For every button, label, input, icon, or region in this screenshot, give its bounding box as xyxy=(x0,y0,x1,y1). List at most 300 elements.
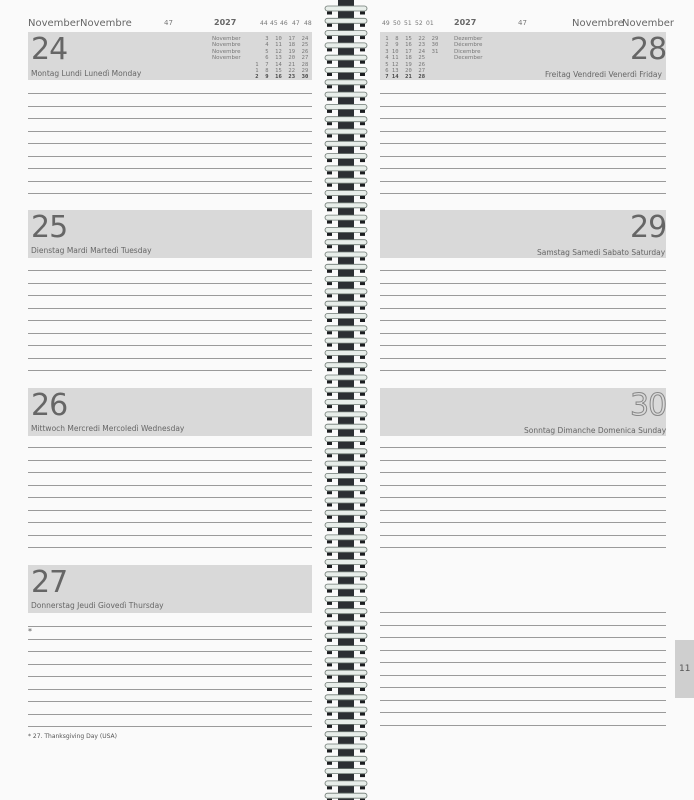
punch-hole xyxy=(327,319,332,322)
punch-hole xyxy=(327,221,332,224)
punch-hole xyxy=(360,737,365,740)
punch-hole xyxy=(327,171,332,174)
punch-hole xyxy=(360,491,365,494)
week-number: 48 xyxy=(304,20,312,27)
spiral-coil xyxy=(325,510,367,515)
writing-line xyxy=(380,333,666,334)
punch-hole xyxy=(360,368,365,371)
punch-hole xyxy=(327,98,332,101)
holiday-marker: * xyxy=(28,627,32,636)
day-number: 25 xyxy=(31,210,68,245)
spiral-coil xyxy=(325,424,367,429)
writing-line xyxy=(380,295,666,296)
spiral-coil xyxy=(325,92,367,97)
punch-hole xyxy=(360,725,365,728)
mini-calendar-labels xyxy=(212,36,241,62)
day-number: 30 xyxy=(630,388,667,423)
punch-hole xyxy=(327,208,332,211)
punch-hole xyxy=(360,393,365,396)
day-number: 28 xyxy=(630,32,667,67)
mini-calendar-rows: 3 10 17 24 4 11 18 25 5 12 19 26 6 13 20 27 1 7 14 21 28 1 8 15 22 29 xyxy=(255,36,309,75)
writing-line xyxy=(28,535,312,536)
spiral-coil xyxy=(325,363,367,368)
writing-line xyxy=(380,472,666,473)
punch-hole xyxy=(327,737,332,740)
writing-line xyxy=(380,156,666,157)
punch-hole xyxy=(360,786,365,789)
punch-hole xyxy=(327,553,332,556)
mini-month-label: Novembre xyxy=(212,42,241,49)
header-month-fr: Novembre xyxy=(572,18,624,29)
spiral-coil xyxy=(325,227,367,232)
spiral-coil xyxy=(325,621,367,626)
header-week-number: 47 xyxy=(518,19,527,27)
spiral-coil xyxy=(325,264,367,269)
writing-line xyxy=(28,676,312,677)
month-index-tab[interactable] xyxy=(675,640,694,698)
punch-hole xyxy=(360,61,365,64)
writing-line xyxy=(380,675,666,676)
punch-hole xyxy=(327,405,332,408)
punch-hole xyxy=(360,700,365,703)
punch-hole xyxy=(360,651,365,654)
writing-line xyxy=(28,118,312,119)
writing-line xyxy=(380,370,666,371)
spiral-coil xyxy=(325,609,367,614)
spiral-coil xyxy=(325,191,367,196)
mini-month-label: November xyxy=(212,36,241,42)
writing-line xyxy=(28,497,312,498)
week-number: 47 xyxy=(292,20,300,27)
punch-hole xyxy=(360,442,365,445)
spiral-coil xyxy=(325,658,367,663)
punch-hole xyxy=(327,602,332,605)
punch-hole xyxy=(360,331,365,334)
punch-hole xyxy=(360,110,365,113)
spiral-coil xyxy=(325,695,367,700)
spiral-coil xyxy=(325,277,367,282)
spiral-coil xyxy=(325,43,367,48)
day-names: Samstag Samedi Sabato Saturday xyxy=(537,248,666,257)
writing-line xyxy=(28,283,312,284)
writing-line xyxy=(28,689,312,690)
punch-hole xyxy=(327,590,332,593)
punch-hole xyxy=(327,135,332,138)
punch-hole xyxy=(360,688,365,691)
writing-line xyxy=(380,283,666,284)
spiral-coil xyxy=(325,18,367,23)
spiral-coil xyxy=(325,6,367,11)
punch-hole xyxy=(327,381,332,384)
writing-line xyxy=(28,522,312,523)
punch-hole xyxy=(327,368,332,371)
spiral-coil xyxy=(325,670,367,675)
punch-hole xyxy=(360,73,365,76)
punch-hole xyxy=(360,405,365,408)
spiral-coil xyxy=(325,31,367,36)
punch-hole xyxy=(360,577,365,580)
writing-line xyxy=(28,664,312,665)
punch-hole xyxy=(360,270,365,273)
writing-line xyxy=(380,460,666,461)
writing-line xyxy=(28,168,312,169)
punch-hole xyxy=(360,36,365,39)
writing-line xyxy=(380,308,666,309)
spiral-coil xyxy=(325,449,367,454)
punch-hole xyxy=(327,725,332,728)
punch-hole xyxy=(360,85,365,88)
week-number: 46 xyxy=(280,20,288,27)
week-number: 45 xyxy=(270,20,278,27)
writing-line xyxy=(380,712,666,713)
mini-calendar-current-row: 7 14 21 28 xyxy=(382,74,426,81)
punch-hole xyxy=(360,750,365,753)
punch-hole xyxy=(327,282,332,285)
punch-hole xyxy=(360,602,365,605)
punch-hole xyxy=(327,356,332,359)
writing-line xyxy=(380,358,666,359)
writing-line xyxy=(28,626,312,627)
spiral-coil xyxy=(325,719,367,724)
week-number: 01 xyxy=(426,20,434,27)
punch-hole xyxy=(360,762,365,765)
writing-line xyxy=(28,714,312,715)
mini-month-label: Dicembre xyxy=(454,48,481,55)
spiral-coil xyxy=(325,572,367,577)
week-number: 50 xyxy=(393,20,401,27)
day-names: Donnerstag Jeudi Giovedì Thursday xyxy=(31,601,164,610)
punch-hole xyxy=(327,639,332,642)
mini-month-label: Dezember xyxy=(454,36,483,42)
punch-hole xyxy=(360,245,365,248)
punch-hole xyxy=(360,590,365,593)
spiral-coil xyxy=(325,560,367,565)
spiral-coil xyxy=(325,732,367,737)
punch-hole xyxy=(360,147,365,150)
punch-hole xyxy=(327,12,332,15)
punch-hole xyxy=(360,454,365,457)
writing-line xyxy=(380,143,666,144)
month-index-tab-label: 11 xyxy=(679,664,691,674)
punch-hole xyxy=(360,221,365,224)
mini-month-label: Décembre xyxy=(454,42,483,49)
spiral-coil xyxy=(325,387,367,392)
writing-line xyxy=(28,547,312,548)
day-names: Sonntag Dimanche Domenica Sunday xyxy=(524,426,667,435)
punch-hole xyxy=(327,294,332,297)
writing-line xyxy=(28,726,312,727)
punch-hole xyxy=(360,282,365,285)
punch-hole xyxy=(360,344,365,347)
punch-hole xyxy=(327,750,332,753)
punch-hole xyxy=(327,61,332,64)
spiral-coil xyxy=(325,596,367,601)
punch-hole xyxy=(360,196,365,199)
header-year: 2027 xyxy=(454,18,477,27)
punch-hole xyxy=(327,713,332,716)
punch-hole xyxy=(360,48,365,51)
punch-hole xyxy=(360,258,365,261)
writing-line xyxy=(380,93,666,94)
left-page-header xyxy=(28,18,312,30)
writing-line xyxy=(28,181,312,182)
spiral-coil xyxy=(325,707,367,712)
writing-line xyxy=(380,700,666,701)
writing-line xyxy=(28,131,312,132)
punch-hole xyxy=(327,233,332,236)
punch-hole xyxy=(327,36,332,39)
punch-hole xyxy=(327,700,332,703)
punch-hole xyxy=(327,786,332,789)
writing-line xyxy=(380,687,666,688)
punch-hole xyxy=(360,319,365,322)
punch-hole xyxy=(327,147,332,150)
punch-hole xyxy=(327,614,332,617)
day-names: Dienstag Mardi Martedì Tuesday xyxy=(31,246,152,255)
punch-hole xyxy=(360,528,365,531)
mini-month-label: Novembre xyxy=(212,48,241,55)
punch-hole xyxy=(327,676,332,679)
spiral-coil xyxy=(325,793,367,798)
spiral-coil xyxy=(325,473,367,478)
punch-hole xyxy=(360,614,365,617)
spiral-coil xyxy=(325,314,367,319)
punch-hole xyxy=(360,184,365,187)
writing-line xyxy=(28,370,312,371)
footnote: * 27. Thanksgiving Day (USA) xyxy=(28,733,117,740)
writing-line xyxy=(28,320,312,321)
writing-line xyxy=(28,485,312,486)
spiral-coil xyxy=(325,203,367,208)
spiral-coil xyxy=(325,498,367,503)
spiral-coil xyxy=(325,744,367,749)
punch-hole xyxy=(360,639,365,642)
spiral-coil xyxy=(325,129,367,134)
writing-line xyxy=(380,320,666,321)
punch-hole xyxy=(360,135,365,138)
writing-line xyxy=(380,650,666,651)
spiral-coil xyxy=(325,104,367,109)
punch-hole xyxy=(360,663,365,666)
writing-line xyxy=(28,333,312,334)
spiral-coil xyxy=(325,437,367,442)
punch-hole xyxy=(327,307,332,310)
punch-hole xyxy=(360,553,365,556)
writing-line xyxy=(380,345,666,346)
punch-hole xyxy=(327,48,332,51)
punch-hole xyxy=(327,417,332,420)
day-number: 24 xyxy=(31,32,68,67)
punch-hole xyxy=(327,479,332,482)
writing-line xyxy=(28,270,312,271)
mini-calendar-labels xyxy=(454,36,483,62)
spiral-coil xyxy=(325,535,367,540)
writing-line xyxy=(380,535,666,536)
punch-hole xyxy=(360,774,365,777)
punch-hole xyxy=(327,467,332,470)
writing-line xyxy=(380,547,666,548)
punch-hole xyxy=(327,688,332,691)
punch-hole xyxy=(360,516,365,519)
punch-hole xyxy=(360,98,365,101)
punch-hole xyxy=(360,676,365,679)
punch-hole xyxy=(360,12,365,15)
writing-line xyxy=(380,637,666,638)
writing-line xyxy=(380,131,666,132)
mini-calendar-grid xyxy=(252,36,308,81)
punch-hole xyxy=(327,577,332,580)
spiral-coil xyxy=(325,154,367,159)
spiral-coil xyxy=(325,486,367,491)
spiral-coil xyxy=(325,683,367,688)
punch-hole xyxy=(327,540,332,543)
punch-hole xyxy=(327,454,332,457)
spiral-coil xyxy=(325,646,367,651)
punch-hole xyxy=(360,381,365,384)
spiral-coil xyxy=(325,350,367,355)
writing-line xyxy=(28,701,312,702)
writing-line xyxy=(380,612,666,613)
writing-line xyxy=(28,472,312,473)
mini-month-label: December xyxy=(454,55,483,62)
spiral-coil xyxy=(325,301,367,306)
week-number: 52 xyxy=(415,20,423,27)
writing-line xyxy=(380,447,666,448)
writing-line xyxy=(28,639,312,640)
mini-calendar-grid xyxy=(382,36,438,81)
writing-line xyxy=(380,497,666,498)
writing-line xyxy=(380,662,666,663)
punch-hole xyxy=(360,417,365,420)
punch-hole xyxy=(327,393,332,396)
mini-month-label: November xyxy=(212,55,241,62)
mini-calendar-current-row: 2 9 16 23 30 xyxy=(252,74,309,81)
writing-line xyxy=(28,447,312,448)
day-number: 29 xyxy=(630,210,667,245)
spiral-coil xyxy=(325,633,367,638)
punch-hole xyxy=(360,540,365,543)
punch-hole xyxy=(360,24,365,27)
header-month-fr: Novembre xyxy=(80,18,132,29)
punch-hole xyxy=(327,196,332,199)
punch-hole xyxy=(327,442,332,445)
punch-hole xyxy=(360,479,365,482)
spiral-coil xyxy=(325,781,367,786)
punch-hole xyxy=(327,122,332,125)
punch-hole xyxy=(327,85,332,88)
day-number: 27 xyxy=(31,565,68,600)
punch-hole xyxy=(360,565,365,568)
spiral-coil xyxy=(325,80,367,85)
spiral-coil xyxy=(325,756,367,761)
punch-hole xyxy=(360,159,365,162)
writing-line xyxy=(28,93,312,94)
spiral-coil xyxy=(325,523,367,528)
punch-hole xyxy=(327,516,332,519)
spiral-coil xyxy=(325,547,367,552)
punch-hole xyxy=(327,651,332,654)
header-month-de: November xyxy=(28,18,81,29)
punch-hole xyxy=(327,270,332,273)
punch-hole xyxy=(360,504,365,507)
writing-line xyxy=(380,625,666,626)
writing-line xyxy=(380,106,666,107)
punch-hole xyxy=(327,159,332,162)
spiral-coil xyxy=(325,769,367,774)
spiral-coil xyxy=(325,178,367,183)
spiral-coil xyxy=(325,461,367,466)
punch-hole xyxy=(327,110,332,113)
spiral-coil xyxy=(325,55,367,60)
punch-hole xyxy=(327,430,332,433)
spiral-coil xyxy=(325,584,367,589)
punch-hole xyxy=(360,467,365,470)
writing-line xyxy=(28,358,312,359)
spiral-coil xyxy=(325,289,367,294)
writing-line xyxy=(380,270,666,271)
punch-hole xyxy=(360,208,365,211)
punch-hole xyxy=(360,171,365,174)
writing-line xyxy=(28,345,312,346)
spiral-coil xyxy=(325,338,367,343)
week-number: 44 xyxy=(260,20,268,27)
writing-line xyxy=(380,522,666,523)
spiral-coil xyxy=(325,68,367,73)
writing-line xyxy=(28,193,312,194)
punch-hole xyxy=(360,294,365,297)
right-page-header xyxy=(380,18,675,30)
writing-line xyxy=(28,510,312,511)
header-month-de: November xyxy=(622,18,675,29)
writing-line xyxy=(380,181,666,182)
punch-hole xyxy=(360,356,365,359)
writing-line xyxy=(380,193,666,194)
punch-hole xyxy=(327,565,332,568)
punch-hole xyxy=(360,233,365,236)
writing-line xyxy=(28,651,312,652)
punch-hole xyxy=(327,258,332,261)
week-number: 51 xyxy=(404,20,412,27)
punch-hole xyxy=(327,344,332,347)
spiral-coil xyxy=(325,117,367,122)
writing-line xyxy=(28,460,312,461)
writing-line xyxy=(28,143,312,144)
punch-hole xyxy=(327,762,332,765)
punch-hole xyxy=(327,774,332,777)
spiral-coil xyxy=(325,215,367,220)
writing-line xyxy=(28,106,312,107)
spiral-coil xyxy=(325,240,367,245)
week-number: 49 xyxy=(382,20,390,27)
day-names: Mittwoch Mercredi Mercoledì Wednesday xyxy=(31,424,185,433)
writing-line xyxy=(380,510,666,511)
writing-line xyxy=(380,725,666,726)
day-names: Montag Lundi Lunedì Monday xyxy=(31,69,142,78)
writing-line xyxy=(28,308,312,309)
punch-hole xyxy=(327,331,332,334)
punch-hole xyxy=(360,307,365,310)
punch-hole xyxy=(360,430,365,433)
spiral-coil xyxy=(325,326,367,331)
spiral-coil xyxy=(325,400,367,405)
punch-hole xyxy=(327,491,332,494)
punch-hole xyxy=(327,528,332,531)
writing-line xyxy=(28,156,312,157)
mini-calendar-rows: 1 8 15 22 29 2 9 16 23 30 3 10 17 24 31 4 11 18 25 5 12 19 26 6 13 20 27 xyxy=(385,36,439,75)
header-week-number: 47 xyxy=(164,19,173,27)
spiral-coil xyxy=(325,252,367,257)
punch-hole xyxy=(327,24,332,27)
